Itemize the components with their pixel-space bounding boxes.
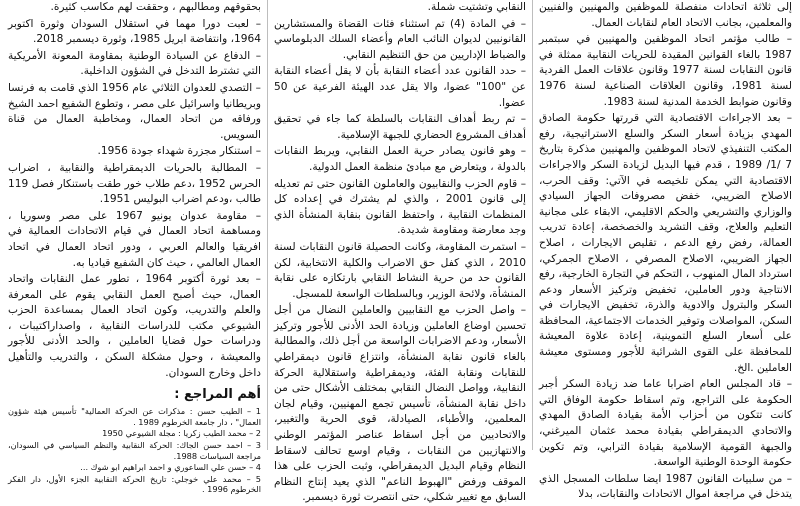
- paragraph: – وهو قانون يصادر حرية العمل النقابي، ويربط النقابات بالدولة ، ويتعارض مع مبادئ منظمة العمل الدولية.: [274, 145, 526, 173]
- paragraph: – من سلبيات القانون 1987 ايضا سلطات المسجل الذي يتدخل في مراجعة اموال الاتحادات والنقابات، بدلا: [539, 472, 792, 501]
- paragraph: النقابي وتشتيت شملة.: [427, 1, 526, 13]
- paragraph: – استنكار مجزرة شهداء جودة 1956.: [97, 145, 261, 158]
- references-heading: أهم المراجع :: [174, 387, 261, 403]
- paragraph: – طالب مؤتمر اتحاد الموظفين والمهنيين في سبتمبر 1987 بالغاء القوانين المقيدة للحريات النقابية ممثلة في قانون النقابات لسنة 1977 وقانون علاقات العمل الفردية لسنة 1981، وقانون العلاقات الصناعية لسنة 1976 وقانون ضوابط الخدمة المدنية لسنة 1983.: [539, 33, 792, 108]
- paragraph: – قاد المجلس العام اضرابا عاما ضد زيادة السكر أجبر الحكومة على التراجع، وتم اسقاط حكومة الوفاق التي كانت تتكون من أحزاب الأمة بقيادة الصادق المهدي والاتحادي الديمقراطي بقيادة محمد عثمان الميرغني، والجبهة القومية الإسلامية بقيادة الترابي، وتم تكوين حكومة الوحدة الوطنية الواسعة.: [539, 378, 792, 469]
- paragraph: – الدفاع عن السيادة الوطنية بمقاومة المعونة الأمريكية التي تشترط التدخل في الشؤون الداخلية.: [8, 49, 261, 78]
- paragraph: – بعد الاجراءات الاقتصادية التي قررتها حكومة الصادق المهدي بزيادة أسعار السكر والسلع الاستراتيجية، رفع المكتب التنفيذي لاتحاد الموظفين والمهنيين مذكرة بتاريخ 7 /1/ 1989 ، قدم فيها البديل لزيادة السكر والاجراءات الاقتصادية التي يمكن تلخيصه في الآتي: وقف الحرب، الاصلاح الضريبي، خفض مصروفات الجهاز السيادي والوزاري والتشريعي والحكم الاقليمي، الابقاء على مجانية التعليم والعلاج، وقف التشريد والخصخصة، إعادة تدريب العمالة، رفض رفع الدعم ، تقليص الايجارات ، اصلاح الجهاز الضريبي، الاصلاح المصرفي ، الاصلاح الجمركي، استرداد المال المنهوب ، التحكم في التجارة الخارجية، رفع الانتاجية ودور العاملين، تخفيض وتركيز الأسعار ودعم السكر والبترول والادوية والذرة، تخفيض الايجارات في السكن، المواصلات وتوفير الخدمات الاجتماعية، المحافظة على أسعار السلع التموينية، إعادة علاوة المعيشة للمحافظة على القوى الشرائية للأجور ومستوى معيشة العاملين .الخ.: [539, 112, 793, 374]
- reference-item: 3 – احمد حسن الجاك: الحركة النقابية والنظم السياسي في السودان، مراجعة السياسات 1988.: [8, 440, 261, 461]
- right-column: [533, 0, 800, 501]
- references-list: [8, 406, 261, 495]
- paragraph: – استمرت المقاومة، وكانت الحصيلة قانون النقابات لسنة 2010 ، الذي كفل حق الاضراب والكلية الانتخابية، لكن القانون حد من حرية النشاط النقابي بارتكازه على نقابة المنشأة، ولائحة الوزير، وبالسلطات الواسعة للمسجل.: [274, 240, 526, 300]
- reference-item: 2 – محمد الطيب زكريا : مجلة الشيوعي 1950: [102, 428, 261, 439]
- left-column: [0, 0, 267, 495]
- paragraph: – المطالبة بالحريات الديمقراطية والنقابية ، اضراب الحرس 1952 ،دعم طلاب خور طقت باستنكار فصل 119 طالب ،ودعم اضراب البوليس 1951.: [8, 161, 261, 206]
- reference-item: 5 – محمد علي خوجلي: تاريخ الحركة النقابية الجزء الأول، دار الفكر الخرطوم 1996 .: [8, 473, 261, 495]
- middle-column: [267, 0, 533, 504]
- paragraph: – قاوم الحزب والنقابيون والعاملون القانون حتى تم تعديله إلى قانون 2001 ، والذي لم يشترك في إعداده كل المنظمات النقابية ، واحتفظ القانون بنقابة المنشأة الذي وجد معارضة ومقاومة شديدة.: [274, 177, 526, 237]
- paragraph: – مقاومة عدوان يونيو 1967 على مصر وسوريا ، ومساهمة اتحاد العمال في قيام الاتحادات العمالية في افريقيا والعالم العربي ، ودور اتحاد العمال في اتحاد العمال العالمي ، حيث كان الشفيع قياديا به.: [8, 209, 261, 269]
- reference-item: 1 – الطيب حسن : مذكرات عن الحركة العمالية" تأسيس هيئة شؤون العمال" ، دار جامعة الخرطوم 1989 .: [8, 406, 261, 427]
- paragraph: بحقوقهم ومطالبهم ، وحققت لهم مكاسب كثيرة.: [50, 1, 261, 13]
- paragraph: – تم ربط أهداف النقابات بالسلطة كما جاء في تحقيق أهداف المشروع الحضاري للجبهة الإسلامية.: [274, 113, 526, 141]
- paragraph: – التصدي للعدوان الثلاثي عام 1956 الذي قامت به فرنسا وبريطانيا واسرائيل على مصر ، وتطوع الشفيع احمد الشيخ ورفاقه من اتحاد العمال، ومخاطبة العمال من قناة السويس.: [8, 81, 261, 141]
- paragraph: – حدد القانون عدد أعضاء النقابة بأن لا يقل أعضاء النقابة عن "100" عضوا، والا يقل عدد الهيئة الفرعية عن 50 عضوا.: [274, 65, 526, 109]
- paragraph: – لعبت دورا مهما في استقلال السودان وثورة اكتوبر 1964، وانتفاضة ابريل 1985، وثورة ديسمبر 2018.: [8, 17, 261, 46]
- paragraph: إلى ثلاثة اتحادات منفصلة للموظفين والمهنيين والفنيين والمعلمين، بجانب الاتحاد العام لنقابات العمال.: [539, 1, 792, 29]
- paragraph: – واصل الحزب مع النقابيين والعاملين النضال من أجل تحسين اوضاع العاملين وزيادة الحد الأدنى للأجور وتركيز الأسعار، ودعم الاضرابات الواسعة من أجل ذلك، والمطالبة بالغاء قانون نقابة المنشأة، وانتزاع قانون ديمقراطي للنقابات ونقابة الفئة، وديمقراطية واستقلالية الحركة النقابية، وواصل النضال النقابي بمختلف الأشكال حتى من داخل نقابة المنشأة، تأسيس تجمع المهنيين، وقيام لجان المعلمين، والأطباء، الصيادلة، قوى الحرية والتغيير، والاتحاديين من أجل اسقاط عناصر المؤتمر الوطني والانتهازيين من النقابات ، وقيام اوسع تحالف لاسقاط النظام وقيام البديل الديمقراطي، وثبت الحزب على هذا الموقف ورفض "الهبوط الناعم" الذي يعيد إنتاج النظام السابق مع تغيير شكلي، حتى انتصرت ثورة ديسمبر.: [274, 304, 526, 504]
- paragraph: – في المادة (4) تم استثناء فئات القضاة والمستشارين القانونيين لديوان النائب العام وأعضاء السلك الدبلوماسي والضباط الإداريين من حق التنظيم النقابي.: [274, 17, 526, 61]
- reference-item: 4 – حسن علي الساعوري و احمد ابراهيم ابو شوك ...: [80, 462, 261, 473]
- paragraph: – بعد ثورة أكتوبر 1964 ، تطور عمل النقابات واتحاد العمال، حيث أصبح العمل النقابي يقوم على المعرفة والعلم والتدريب، وكون اتحاد العمال بمساعدة الحزب الشيوعي مكتب للدراسات النقابية ، واصداراكتيبات ، ودراسات حول قضايا العاملين ، والحد الأدنى للأجور والمعيشة ، وحول مشكلة السكن ، والتدريب والتأهيل داخل وخارج السودان.: [8, 273, 261, 379]
